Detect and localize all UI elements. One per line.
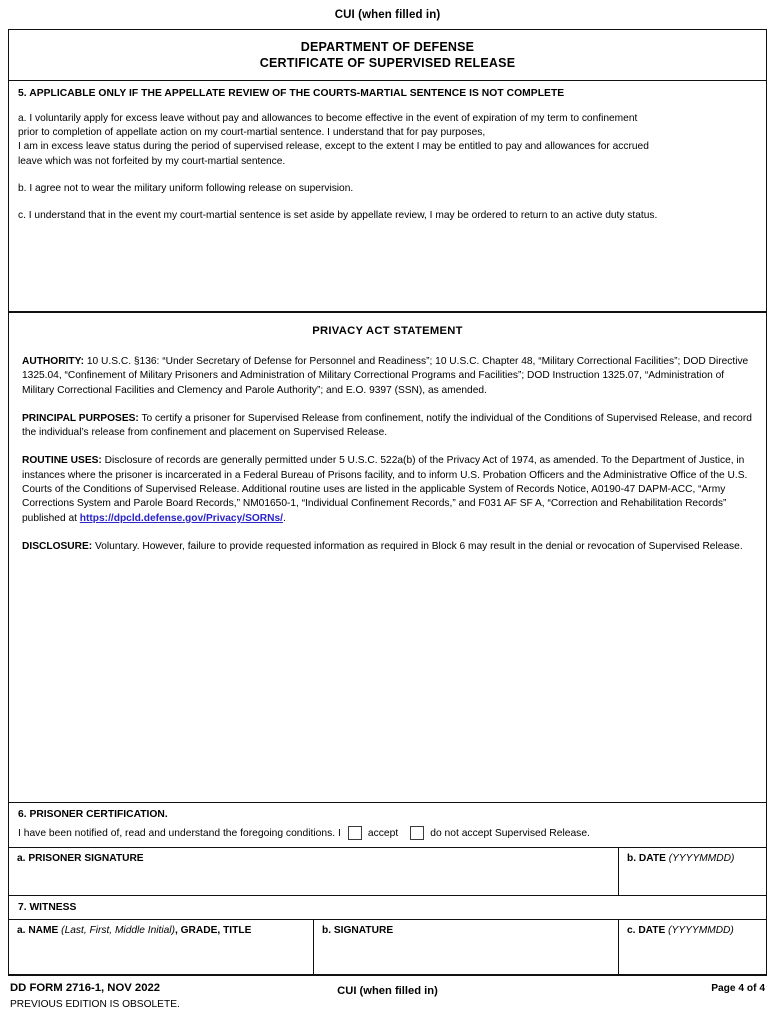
do-not-accept-checkbox[interactable]: [410, 826, 424, 840]
block-7-heading: 7. WITNESS: [9, 896, 766, 920]
agency-title: DEPARTMENT OF DEFENSE: [300, 40, 475, 54]
form-identifier: DD FORM 2716-1, NOV 2022: [10, 982, 161, 994]
principal-purposes-label: PRINCIPAL PURPOSES:: [22, 412, 139, 424]
routine-uses-label: ROUTINE USES:: [22, 455, 102, 467]
privacy-act-section: [9, 313, 766, 803]
prisoner-date-format: (YYYYMMDD): [668, 853, 735, 864]
disclosure-text: Voluntary. However, failure to provide requested information as required in Block 6 may result in the denial or revocation of Supervised Release.: [92, 540, 743, 552]
principal-purposes-paragraph: [22, 412, 753, 441]
section-5-paragraph-a: [18, 112, 757, 169]
witness-date-field[interactable]: [618, 920, 766, 974]
block-6-signature-row: [9, 848, 766, 896]
authority-label: AUTHORITY:: [22, 356, 85, 367]
witness-name-label-suffix: , GRADE, TITLE: [174, 925, 252, 936]
sorns-link[interactable]: https://dpcld.defense.gov/Privacy/SORNs/: [79, 512, 284, 524]
do-not-accept-checkbox-label: do not accept Supervised Release.: [430, 827, 590, 839]
accept-checkbox-label: accept: [367, 827, 399, 839]
cui-banner-top: CUI (when filled in): [334, 9, 441, 21]
privacy-act-heading: PRIVACY ACT STATEMENT: [312, 325, 463, 337]
cui-banner-bottom: CUI (when filled in): [337, 985, 438, 997]
disclosure-paragraph: [22, 540, 753, 554]
authority-paragraph: [22, 355, 753, 398]
block-7-witness-row: [9, 920, 766, 975]
witness-date-format: (YYYYMMDD): [668, 925, 734, 936]
routine-uses-paragraph: [22, 454, 753, 525]
witness-name-field[interactable]: [9, 920, 313, 974]
witness-name-label: a. NAME: [17, 925, 59, 936]
form-outer-frame: [8, 29, 767, 976]
witness-name-format: (Last, First, Middle Initial): [61, 925, 175, 936]
witness-signature-label: b. SIGNATURE: [322, 925, 394, 936]
form-footer: [8, 976, 767, 1022]
para-a-line-2: prior to completion of appellate action on my court-martial sentence. I understand that for pay purposes,: [18, 127, 486, 139]
routine-uses-text-end: .: [283, 512, 286, 524]
witness-date-label: c. DATE: [627, 925, 666, 936]
para-a-line-1: a. I voluntarily apply for excess leave without pay and allowances to become effective in the event of expiration of my term to confinement: [18, 113, 638, 124]
routine-uses-text: Disclosure of records are generally permitted under 5 U.S.C. 522a(b) of the Privacy Act of 1974, as amended. To the Department of Justice, in instances where the prisoner is incarcerated in a Federal Bureau of Prisons facility, and to inform U.S. Probation Officers and the Administrative Office of the U.S. Courts of the Conditions of Supervised Release. Additional routine uses are listed in the applicable System of Records Notice, A0190-47 DAPM-ACC, “Army Corrections System and Parole Board Records,” NM01650-1, “Individual Confinement Records,” and F031 AF SF A, “Correction and Rehabilitation Records” published at: [22, 455, 748, 524]
block-6-heading: 6. PRISONER CERTIFICATION.: [18, 809, 168, 820]
certification-statement: I have been notified of, read and understand the foregoing conditions. I: [18, 827, 341, 839]
section-5-paragraph-c: c. I understand that in the event my court-martial sentence is set aside by appellate review, I may be ordered to return to an active duty status.: [18, 210, 658, 222]
prisoner-date-label: b. DATE: [627, 853, 666, 864]
para-a-line-3: I am in excess leave status during the period of supervised release, except to the extent I may be entitled to pay and allowances for accrued: [18, 141, 649, 153]
prisoner-signature-label: a. PRISONER SIGNATURE: [17, 853, 144, 864]
form-title-block: [9, 30, 766, 81]
section-5: [9, 81, 766, 313]
section-5-paragraph-b: b. I agree not to wear the military uniform following release on supervision.: [18, 182, 354, 194]
disclosure-label: DISCLOSURE:: [22, 540, 93, 552]
prisoner-date-field[interactable]: [618, 848, 766, 895]
form-title: CERTIFICATE OF SUPERVISED RELEASE: [259, 56, 516, 70]
para-a-line-4: leave which was not forfeited by my court-martial sentence.: [18, 155, 286, 167]
principal-purposes-text: To certify a prisoner for Supervised Release from confinement, notify the individual of the Conditions of Supervised Release, and record the individual’s release from confinement and placement on Supervised Release.: [22, 412, 752, 439]
section-5-heading: 5. APPLICABLE ONLY IF THE APPELLATE REVIEW OF THE COURTS-MARTIAL SENTENCE IS NOT COMPLETE: [18, 88, 565, 99]
block-6-certification-line: [9, 826, 766, 848]
prisoner-signature-field[interactable]: [9, 848, 618, 895]
authority-text: 10 U.S.C. §136: “Under Secretary of Defense for Personnel and Readiness”; 10 U.S.C. Chapter 48, “Military Correctional Facilities”; DOD Directive 1325.04, “Confinement of Military Prisoners and Administration of Military Correctional Programs and Facilities”; DOD Instruction 1325.07, “Administration of Military Correctional Facilities and Clemency and Parole Authority”; and E.O. 9397 (SSN), as amended.: [22, 356, 749, 396]
page-number: Page 4 of 4: [711, 983, 765, 994]
accept-checkbox[interactable]: [348, 826, 362, 840]
witness-signature-field[interactable]: [313, 920, 618, 974]
previous-edition-note: PREVIOUS EDITION IS OBSOLETE.: [10, 999, 180, 1010]
